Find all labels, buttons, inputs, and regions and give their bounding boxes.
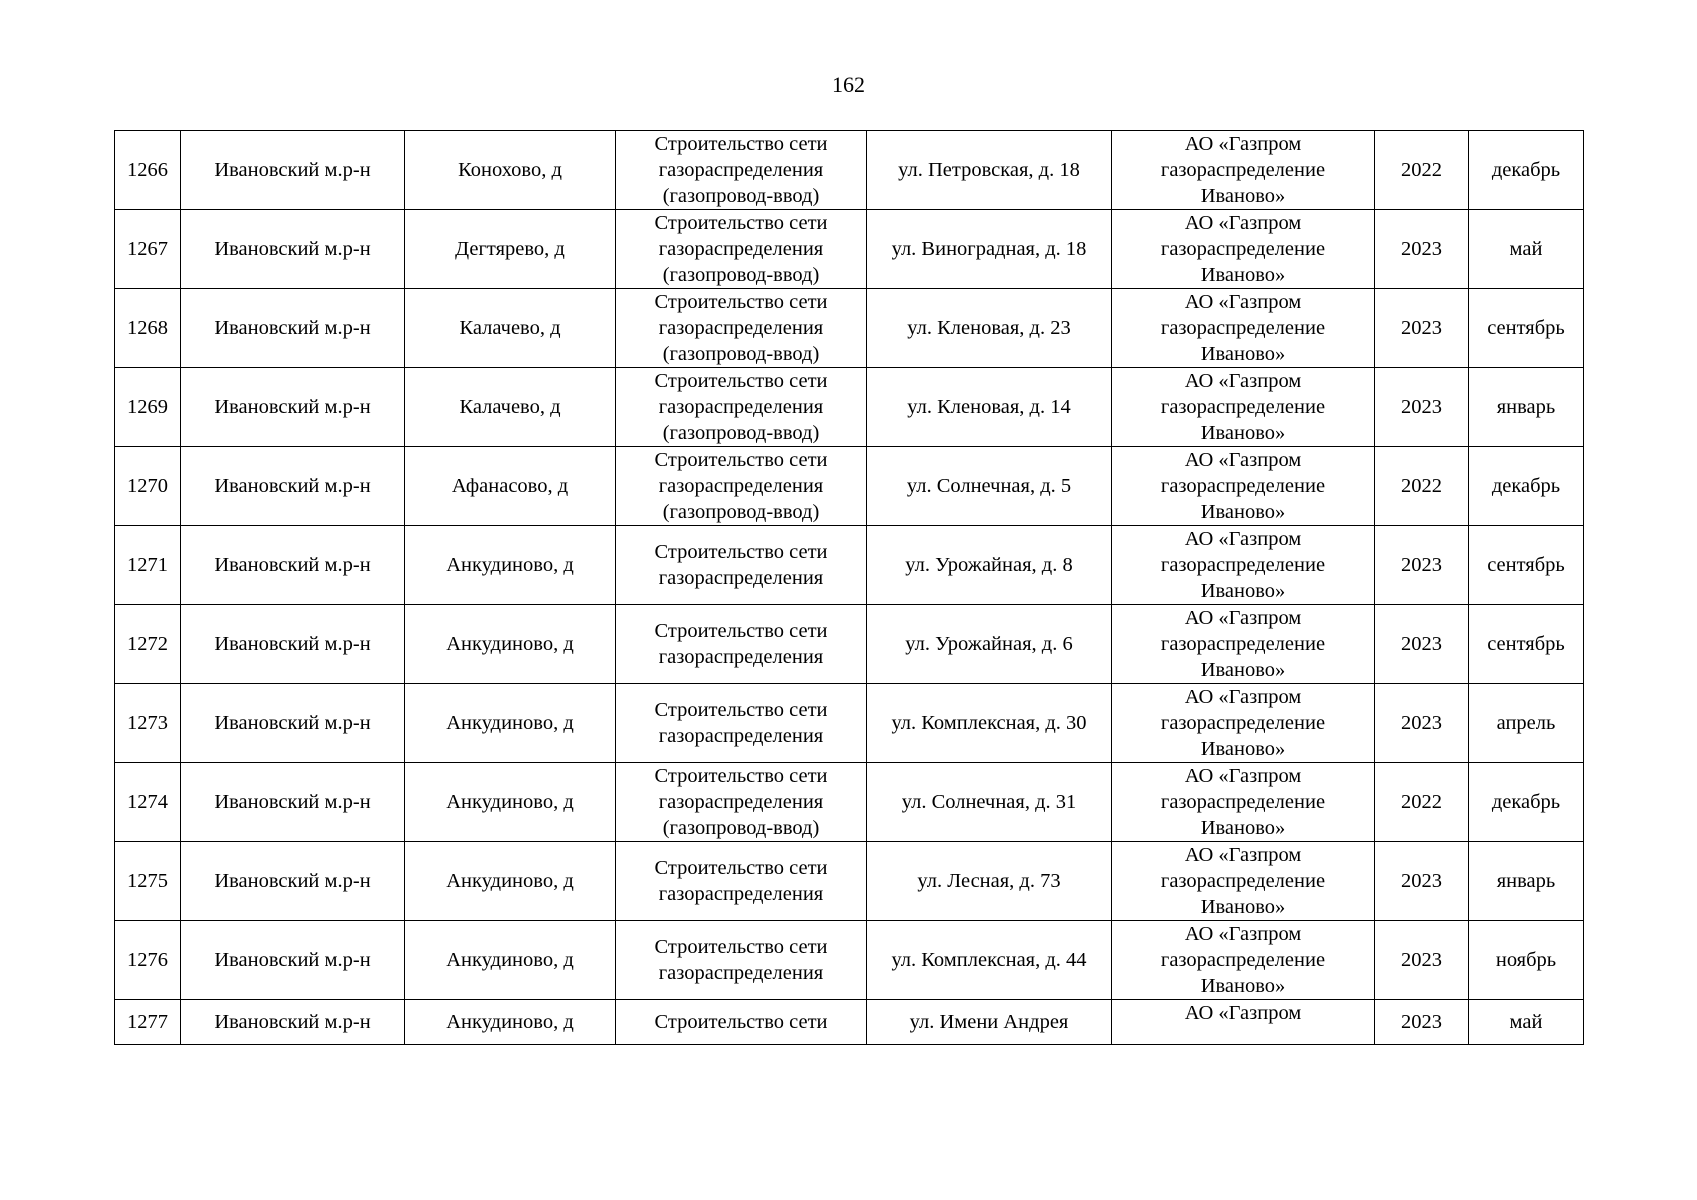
year-cell-text: 2022: [1401, 159, 1442, 181]
year-cell-text: 2023: [1401, 870, 1442, 892]
organization-cell: [1112, 763, 1375, 842]
organization-cell-text: АО «Газпром газораспределение Иваново»: [1160, 765, 1326, 839]
row-number-cell: [115, 684, 181, 763]
work-type-cell-text: Строительство сети газораспределения (газопровод-ввод): [654, 291, 828, 365]
work-type-cell: [616, 210, 867, 289]
year-cell: [1375, 763, 1469, 842]
address-cell-text: ул. Виноградная, д. 18: [891, 238, 1087, 260]
district-cell-text: Ивановский м.р-н: [214, 712, 371, 734]
work-type-cell: [616, 526, 867, 605]
address-cell-text: ул. Комплексная, д. 30: [891, 712, 1087, 734]
organization-cell-text: АО «Газпром газораспределение Иваново»: [1160, 212, 1326, 286]
settlement-cell-text: Калачево, д: [459, 396, 561, 418]
organization-cell: [1112, 842, 1375, 921]
year-cell-text: 2022: [1401, 475, 1442, 497]
year-cell-text: 2022: [1401, 791, 1442, 813]
work-type-cell: [616, 684, 867, 763]
month-cell: [1469, 921, 1584, 1000]
settlement-cell: [405, 131, 616, 210]
work-type-cell-text: Строительство сети газораспределения: [654, 620, 828, 668]
work-type-cell-text: Строительство сети газораспределения (газопровод-ввод): [654, 212, 828, 286]
organization-cell-text: АО «Газпром газораспределение Иваново»: [1160, 449, 1326, 523]
settlement-cell: [405, 368, 616, 447]
organization-cell-text: АО «Газпром газораспределение Иваново»: [1160, 370, 1326, 444]
settlement-cell: [405, 684, 616, 763]
row-number-cell: [115, 210, 181, 289]
address-cell: [867, 289, 1112, 368]
year-cell: [1375, 526, 1469, 605]
settlement-cell: [405, 842, 616, 921]
page-number: 162: [832, 72, 865, 97]
work-type-cell-text: Строительство сети газораспределения: [654, 936, 828, 984]
address-cell: [867, 368, 1112, 447]
row-number-cell: [115, 368, 181, 447]
work-type-cell: [616, 842, 867, 921]
settlement-cell: [405, 763, 616, 842]
settlement-cell: [405, 289, 616, 368]
work-type-cell-text: Строительство сети газораспределения (газопровод-ввод): [654, 765, 828, 839]
address-cell-text: ул. Имени Андрея: [909, 1011, 1069, 1033]
organization-cell: [1112, 605, 1375, 684]
month-cell: [1469, 131, 1584, 210]
table-row: [115, 763, 1584, 842]
work-type-cell-text: Строительство сети газораспределения (газопровод-ввод): [654, 449, 828, 523]
row-number-cell: [115, 763, 181, 842]
table-row: [115, 210, 1584, 289]
row-number-cell: [115, 526, 181, 605]
district-cell-text: Ивановский м.р-н: [214, 238, 371, 260]
month-cell-text: май: [1509, 238, 1543, 260]
work-type-cell: [616, 368, 867, 447]
row-number-cell: [115, 842, 181, 921]
address-cell-text: ул. Комплексная, д. 44: [891, 949, 1087, 971]
year-cell-text: 2023: [1401, 396, 1442, 418]
district-cell-text: Ивановский м.р-н: [214, 949, 371, 971]
settlement-cell-text: Анкудиново, д: [446, 633, 574, 655]
row-number-cell: [115, 1000, 181, 1045]
organization-cell-text: АО «Газпром газораспределение Иваново»: [1160, 133, 1326, 207]
organization-cell: [1112, 447, 1375, 526]
settlement-cell-text: Конохово, д: [458, 159, 562, 181]
district-cell-text: Ивановский м.р-н: [214, 1011, 371, 1033]
month-cell-text: декабрь: [1491, 159, 1561, 181]
month-cell-text: апрель: [1496, 712, 1556, 734]
work-type-cell-text: Строительство сети газораспределения: [654, 541, 828, 589]
row-number-cell-text: 1271: [127, 554, 168, 576]
year-cell-text: 2023: [1401, 633, 1442, 655]
year-cell: [1375, 289, 1469, 368]
settlement-cell-text: Анкудиново, д: [446, 712, 574, 734]
organization-cell-text: АО «Газпром газораспределение Иваново»: [1160, 291, 1326, 365]
month-cell-text: сентябрь: [1487, 554, 1565, 576]
row-number-cell: [115, 605, 181, 684]
settlement-cell-text: Афанасово, д: [451, 475, 569, 497]
organization-cell-text: АО «Газпром газораспределение Иваново»: [1160, 607, 1326, 681]
address-cell: [867, 921, 1112, 1000]
organization-cell-text: АО «Газпром: [1184, 1002, 1302, 1024]
district-cell-text: Ивановский м.р-н: [214, 870, 371, 892]
table-body: [115, 131, 1584, 1045]
settlement-cell: [405, 1000, 616, 1045]
district-cell-text: Ивановский м.р-н: [214, 475, 371, 497]
district-cell: [181, 684, 405, 763]
organization-cell: [1112, 210, 1375, 289]
work-type-cell-text: Строительство сети газораспределения: [654, 699, 828, 747]
work-type-cell: [616, 131, 867, 210]
organization-cell: [1112, 684, 1375, 763]
gas-network-table: [114, 130, 1584, 1045]
month-cell-text: май: [1509, 1011, 1543, 1033]
table-row: [115, 447, 1584, 526]
table-row: [115, 526, 1584, 605]
district-cell: [181, 526, 405, 605]
year-cell: [1375, 684, 1469, 763]
organization-cell: [1112, 131, 1375, 210]
month-cell: [1469, 447, 1584, 526]
settlement-cell-text: Анкудиново, д: [446, 870, 574, 892]
month-cell-text: январь: [1496, 396, 1556, 418]
month-cell-text: декабрь: [1491, 791, 1561, 813]
organization-cell-text: АО «Газпром газораспределение Иваново»: [1160, 528, 1326, 602]
work-type-cell: [616, 1000, 867, 1045]
work-type-cell-text: Строительство сети газораспределения (газопровод-ввод): [654, 133, 828, 207]
address-cell-text: ул. Лесная, д. 73: [917, 870, 1061, 892]
address-cell: [867, 763, 1112, 842]
work-type-cell-text: Строительство сети газораспределения: [654, 857, 828, 905]
work-type-cell: [616, 447, 867, 526]
year-cell: [1375, 605, 1469, 684]
organization-cell: [1112, 368, 1375, 447]
table-row: [115, 842, 1584, 921]
row-number-cell-text: 1276: [127, 949, 168, 971]
address-cell: [867, 131, 1112, 210]
row-number-cell-text: 1269: [127, 396, 168, 418]
settlement-cell-text: Анкудиново, д: [446, 1011, 574, 1033]
settlement-cell-text: Анкудиново, д: [446, 791, 574, 813]
settlement-cell-text: Дегтярево, д: [455, 238, 565, 260]
address-cell-text: ул. Урожайная, д. 6: [905, 633, 1073, 655]
district-cell: [181, 763, 405, 842]
district-cell-text: Ивановский м.р-н: [214, 317, 371, 339]
address-cell-text: ул. Солнечная, д. 5: [906, 475, 1072, 497]
year-cell: [1375, 447, 1469, 526]
month-cell: [1469, 605, 1584, 684]
district-cell-text: Ивановский м.р-н: [214, 791, 371, 813]
row-number-cell: [115, 131, 181, 210]
table-row: [115, 1000, 1584, 1045]
row-number-cell-text: 1266: [127, 159, 168, 181]
month-cell-text: январь: [1496, 870, 1556, 892]
year-cell-text: 2023: [1401, 949, 1442, 971]
year-cell: [1375, 210, 1469, 289]
settlement-cell: [405, 526, 616, 605]
work-type-cell: [616, 289, 867, 368]
month-cell: [1469, 842, 1584, 921]
settlement-cell: [405, 210, 616, 289]
address-cell-text: ул. Урожайная, д. 8: [905, 554, 1073, 576]
address-cell: [867, 447, 1112, 526]
year-cell-text: 2023: [1401, 238, 1442, 260]
work-type-cell-text: Строительство сети газораспределения (газопровод-ввод): [654, 370, 828, 444]
row-number-cell: [115, 289, 181, 368]
year-cell: [1375, 1000, 1469, 1045]
row-number-cell: [115, 921, 181, 1000]
month-cell: [1469, 684, 1584, 763]
organization-cell: [1112, 289, 1375, 368]
district-cell: [181, 842, 405, 921]
month-cell: [1469, 210, 1584, 289]
year-cell-text: 2023: [1401, 317, 1442, 339]
address-cell-text: ул. Кленовая, д. 14: [907, 396, 1071, 418]
address-cell: [867, 684, 1112, 763]
row-number-cell-text: 1270: [127, 475, 168, 497]
table-row: [115, 289, 1584, 368]
address-cell-text: ул. Петровская, д. 18: [898, 159, 1080, 181]
settlement-cell: [405, 605, 616, 684]
address-cell-text: ул. Солнечная, д. 31: [901, 791, 1077, 813]
settlement-cell-text: Анкудиново, д: [446, 949, 574, 971]
address-cell: [867, 842, 1112, 921]
district-cell: [181, 368, 405, 447]
table-row: [115, 684, 1584, 763]
settlement-cell-text: Калачево, д: [459, 317, 561, 339]
address-cell: [867, 526, 1112, 605]
district-cell-text: Ивановский м.р-н: [214, 554, 371, 576]
work-type-cell: [616, 763, 867, 842]
address-cell-text: ул. Кленовая, д. 23: [907, 317, 1071, 339]
district-cell: [181, 605, 405, 684]
organization-cell: [1112, 526, 1375, 605]
year-cell-text: 2023: [1401, 712, 1442, 734]
month-cell: [1469, 368, 1584, 447]
row-number-cell: [115, 447, 181, 526]
row-number-cell-text: 1274: [127, 791, 168, 813]
work-type-cell: [616, 921, 867, 1000]
settlement-cell: [405, 447, 616, 526]
district-cell: [181, 289, 405, 368]
table-row: [115, 921, 1584, 1000]
organization-cell-text: АО «Газпром газораспределение Иваново»: [1160, 844, 1326, 918]
organization-cell: [1112, 1000, 1375, 1045]
row-number-cell-text: 1273: [127, 712, 168, 734]
organization-cell: [1112, 921, 1375, 1000]
settlement-cell: [405, 921, 616, 1000]
address-cell: [867, 210, 1112, 289]
district-cell: [181, 131, 405, 210]
row-number-cell-text: 1277: [127, 1011, 168, 1033]
month-cell: [1469, 526, 1584, 605]
table-row: [115, 368, 1584, 447]
row-number-cell-text: 1275: [127, 870, 168, 892]
year-cell: [1375, 368, 1469, 447]
month-cell: [1469, 1000, 1584, 1045]
district-cell-text: Ивановский м.р-н: [214, 633, 371, 655]
district-cell: [181, 921, 405, 1000]
row-number-cell-text: 1267: [127, 238, 168, 260]
month-cell-text: сентябрь: [1487, 317, 1565, 339]
address-cell: [867, 605, 1112, 684]
district-cell-text: Ивановский м.р-н: [214, 159, 371, 181]
row-number-cell-text: 1268: [127, 317, 168, 339]
organization-cell-text: АО «Газпром газораспределение Иваново»: [1160, 686, 1326, 760]
year-cell: [1375, 842, 1469, 921]
month-cell-text: ноябрь: [1495, 949, 1557, 971]
address-cell: [867, 1000, 1112, 1045]
month-cell-text: сентябрь: [1487, 633, 1565, 655]
year-cell-text: 2023: [1401, 1011, 1442, 1033]
month-cell-text: декабрь: [1491, 475, 1561, 497]
work-type-cell-text: Строительство сети: [654, 1011, 828, 1033]
district-cell-text: Ивановский м.р-н: [214, 396, 371, 418]
district-cell: [181, 1000, 405, 1045]
year-cell-text: 2023: [1401, 554, 1442, 576]
table-row: [115, 605, 1584, 684]
district-cell: [181, 210, 405, 289]
row-number-cell-text: 1272: [127, 633, 168, 655]
month-cell: [1469, 289, 1584, 368]
settlement-cell-text: Анкудиново, д: [446, 554, 574, 576]
year-cell: [1375, 921, 1469, 1000]
organization-cell-text: АО «Газпром газораспределение Иваново»: [1160, 923, 1326, 997]
month-cell: [1469, 763, 1584, 842]
work-type-cell: [616, 605, 867, 684]
district-cell: [181, 447, 405, 526]
year-cell: [1375, 131, 1469, 210]
table-row: [115, 131, 1584, 210]
